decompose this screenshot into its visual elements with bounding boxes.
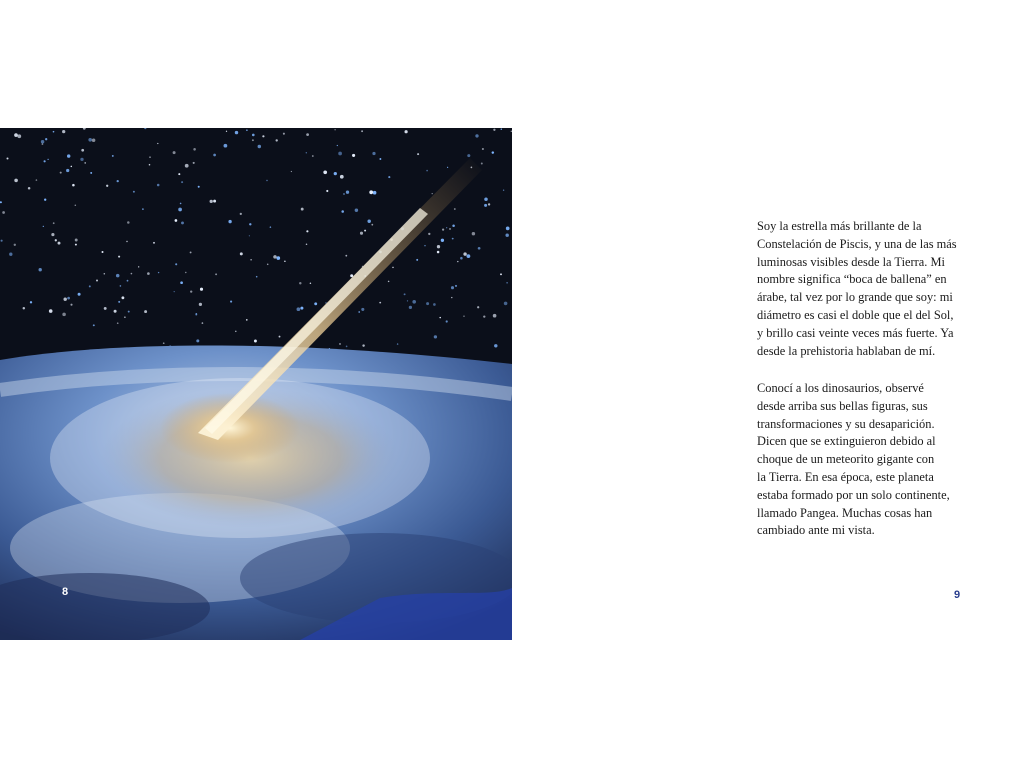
star xyxy=(252,139,254,141)
star xyxy=(506,282,508,284)
star xyxy=(126,241,127,242)
star xyxy=(175,219,178,222)
star xyxy=(44,160,46,162)
star xyxy=(361,130,363,132)
star xyxy=(17,134,21,138)
star xyxy=(279,336,281,338)
star xyxy=(441,239,444,242)
star xyxy=(388,281,390,283)
star xyxy=(127,280,129,282)
star xyxy=(312,155,314,157)
star xyxy=(367,219,370,222)
text-line: nombre significa “boca de ballena” en xyxy=(757,272,947,287)
star xyxy=(96,280,98,282)
meteor-impact-illustration xyxy=(0,128,512,640)
text-line: choque de un meteorito gigante con xyxy=(757,452,935,467)
star xyxy=(36,179,38,181)
star xyxy=(75,239,78,242)
star xyxy=(144,310,147,313)
star xyxy=(273,255,277,259)
star xyxy=(196,339,199,342)
paragraph-2 xyxy=(757,380,977,540)
text-line: Constelación de Piscis, y una de las más xyxy=(757,236,957,251)
star xyxy=(174,291,175,292)
star xyxy=(256,276,258,278)
star xyxy=(190,290,192,292)
star xyxy=(90,172,92,174)
star xyxy=(334,129,335,130)
star xyxy=(451,286,454,289)
star xyxy=(89,285,91,287)
star xyxy=(449,228,450,229)
star xyxy=(500,273,502,275)
star xyxy=(78,293,81,296)
star xyxy=(193,148,196,151)
star xyxy=(484,198,488,202)
star xyxy=(494,344,497,347)
star xyxy=(362,344,364,346)
star xyxy=(178,173,180,175)
star xyxy=(417,153,419,155)
star xyxy=(49,309,53,313)
star xyxy=(483,315,485,317)
star xyxy=(67,297,70,300)
star xyxy=(9,253,12,256)
star xyxy=(360,232,363,235)
star xyxy=(267,264,269,266)
star xyxy=(323,170,327,174)
star xyxy=(457,261,458,262)
star xyxy=(373,191,377,195)
star xyxy=(340,175,344,179)
star xyxy=(116,274,120,278)
star xyxy=(213,154,216,157)
star xyxy=(224,144,228,148)
star xyxy=(1,240,3,242)
star xyxy=(23,307,25,309)
star xyxy=(104,273,106,275)
star xyxy=(254,340,257,343)
star xyxy=(428,233,430,235)
text-line: diámetro es casi el doble que el del Sol, xyxy=(757,307,954,322)
star xyxy=(121,296,124,299)
star xyxy=(451,297,452,298)
text-line: árabe, tal vez por lo grande que soy: mi xyxy=(757,290,953,305)
star xyxy=(262,135,264,137)
star xyxy=(463,316,464,317)
star xyxy=(426,302,429,305)
star xyxy=(47,159,48,160)
star xyxy=(228,220,231,223)
star xyxy=(477,306,479,308)
star xyxy=(475,134,478,137)
star xyxy=(200,288,203,291)
star xyxy=(199,303,202,306)
star xyxy=(185,164,189,168)
star xyxy=(41,140,44,143)
star xyxy=(163,342,165,344)
star xyxy=(504,302,508,306)
star xyxy=(460,257,463,260)
paragraph-1 xyxy=(757,218,977,360)
star xyxy=(454,208,456,210)
star xyxy=(388,176,390,178)
star xyxy=(270,226,272,228)
star xyxy=(158,272,159,273)
star xyxy=(506,227,510,231)
star xyxy=(341,210,344,213)
page-number-left: 8 xyxy=(62,586,69,598)
star xyxy=(409,306,412,309)
text-line: estaba formado por un solo continente, xyxy=(757,487,950,502)
star xyxy=(266,180,267,181)
star xyxy=(202,322,204,324)
star xyxy=(193,162,195,164)
star xyxy=(101,251,103,253)
star xyxy=(118,301,120,303)
star xyxy=(314,302,317,305)
star xyxy=(424,245,426,247)
text-line: desde la prehistoria hablaban de mí. xyxy=(757,343,936,358)
star xyxy=(355,209,358,212)
star xyxy=(467,154,470,157)
text-line: y brillo casi veinte veces más fuerte. Ya xyxy=(757,325,954,340)
star xyxy=(343,193,345,195)
star xyxy=(439,317,440,318)
star xyxy=(434,335,437,338)
star xyxy=(505,233,508,236)
star xyxy=(299,282,301,284)
text-line: llamado Pangea. Muchas cosas han xyxy=(757,505,933,520)
star xyxy=(252,134,255,137)
star xyxy=(249,223,251,225)
star xyxy=(180,203,182,205)
star xyxy=(416,259,418,261)
star xyxy=(447,167,448,168)
star xyxy=(62,313,66,317)
star xyxy=(147,272,150,275)
star xyxy=(501,128,502,129)
star xyxy=(478,247,481,250)
star xyxy=(297,307,301,311)
star xyxy=(334,172,337,175)
star xyxy=(14,133,18,137)
star xyxy=(492,151,494,153)
star xyxy=(88,138,92,142)
star xyxy=(426,170,428,172)
text-line: Soy la estrella más brillante de la xyxy=(757,219,922,233)
text-line: Dicen que se extinguieron debido al xyxy=(757,434,936,449)
star xyxy=(433,303,436,306)
star xyxy=(361,308,364,311)
star xyxy=(404,293,406,295)
star xyxy=(442,229,444,231)
star xyxy=(240,213,242,215)
star xyxy=(372,152,375,155)
star xyxy=(153,242,155,244)
star xyxy=(178,208,182,212)
star xyxy=(446,227,447,228)
star xyxy=(157,184,160,187)
star xyxy=(405,130,408,133)
meteor-impact-earth-painting xyxy=(0,128,512,640)
star xyxy=(226,131,227,132)
star xyxy=(346,191,349,194)
star xyxy=(51,233,54,236)
text-line: transformaciones y su desaparición. xyxy=(757,416,935,431)
star xyxy=(93,324,95,326)
star xyxy=(412,300,416,304)
star xyxy=(235,131,238,134)
star xyxy=(181,221,184,224)
star xyxy=(30,301,32,303)
star xyxy=(181,181,183,183)
star xyxy=(6,157,8,159)
star xyxy=(437,245,440,248)
star xyxy=(149,164,151,166)
star xyxy=(379,158,381,160)
text-line: luminosas visibles desde la Tierra. Mi xyxy=(757,254,945,269)
star xyxy=(81,149,84,152)
star xyxy=(493,129,495,131)
text-line: cambiado ante mi vista. xyxy=(757,523,875,538)
star xyxy=(283,133,285,135)
star xyxy=(131,273,133,275)
star xyxy=(488,203,490,205)
star xyxy=(53,131,55,133)
star xyxy=(185,272,186,273)
star xyxy=(352,154,355,157)
star xyxy=(326,190,328,192)
star xyxy=(106,185,108,187)
star xyxy=(310,282,312,284)
star xyxy=(104,307,107,310)
star xyxy=(70,304,72,306)
star xyxy=(392,267,394,269)
star xyxy=(371,224,373,226)
star xyxy=(2,211,5,214)
star xyxy=(67,154,70,157)
star xyxy=(180,281,183,284)
star xyxy=(112,155,114,157)
star xyxy=(472,232,475,235)
star xyxy=(198,186,200,188)
page-number-right: 9 xyxy=(954,589,961,601)
text-line: la Tierra. En esa época, este planeta xyxy=(757,469,934,484)
star xyxy=(346,346,348,348)
star xyxy=(246,319,248,321)
star xyxy=(210,200,213,203)
star xyxy=(467,254,471,258)
star xyxy=(72,184,75,187)
star xyxy=(138,266,139,267)
star xyxy=(142,208,144,210)
star xyxy=(117,322,119,324)
star xyxy=(60,172,62,174)
star xyxy=(503,190,504,191)
star xyxy=(358,311,360,313)
star xyxy=(215,273,217,275)
star xyxy=(120,285,122,287)
star xyxy=(455,285,457,287)
star xyxy=(133,191,135,193)
star xyxy=(481,163,483,165)
star xyxy=(235,331,236,332)
star xyxy=(173,151,176,154)
star xyxy=(446,320,448,322)
star xyxy=(339,343,340,344)
star xyxy=(62,130,65,133)
star xyxy=(118,256,120,258)
star xyxy=(66,169,69,172)
star xyxy=(157,143,158,144)
star xyxy=(306,133,309,136)
star xyxy=(452,224,455,227)
star xyxy=(45,138,47,140)
star xyxy=(240,252,243,255)
star xyxy=(276,256,280,260)
star xyxy=(369,190,373,194)
star xyxy=(92,138,96,142)
star xyxy=(63,297,66,300)
star xyxy=(276,139,278,141)
star xyxy=(53,222,55,224)
star xyxy=(84,162,86,164)
star xyxy=(190,251,192,253)
star xyxy=(250,259,252,261)
star xyxy=(128,311,130,313)
star xyxy=(437,251,440,254)
star xyxy=(114,310,117,313)
star xyxy=(301,208,304,211)
star xyxy=(58,242,61,245)
star xyxy=(75,244,77,246)
star xyxy=(337,145,338,146)
star xyxy=(452,238,454,240)
star xyxy=(249,235,250,236)
star xyxy=(75,205,77,207)
star xyxy=(127,221,130,224)
star xyxy=(55,239,57,241)
star xyxy=(306,230,308,232)
star xyxy=(432,193,433,194)
star xyxy=(39,268,42,271)
text-line: Conocí a los dinosaurios, observé xyxy=(757,381,924,395)
text-line: desde arriba sus bellas figuras, sus xyxy=(757,398,928,413)
star xyxy=(80,158,83,161)
star xyxy=(195,314,197,316)
star xyxy=(493,314,497,318)
star xyxy=(397,343,398,344)
star xyxy=(300,307,303,310)
star xyxy=(291,171,292,172)
star xyxy=(407,300,408,301)
star xyxy=(258,145,261,148)
star xyxy=(124,316,126,318)
star xyxy=(306,152,307,153)
star xyxy=(284,261,286,263)
star xyxy=(345,255,347,257)
star xyxy=(175,263,177,265)
star xyxy=(482,148,484,150)
star xyxy=(484,204,487,207)
star xyxy=(149,156,151,158)
star xyxy=(379,302,381,304)
star xyxy=(364,230,366,232)
star xyxy=(213,200,216,203)
star xyxy=(44,199,46,201)
star xyxy=(306,243,308,245)
star xyxy=(71,166,73,168)
star xyxy=(117,180,119,182)
star xyxy=(246,129,248,131)
star xyxy=(230,301,232,303)
star xyxy=(43,226,44,227)
star xyxy=(338,152,342,156)
star xyxy=(14,244,16,246)
star xyxy=(14,179,18,183)
star xyxy=(28,187,31,190)
star xyxy=(463,252,466,255)
